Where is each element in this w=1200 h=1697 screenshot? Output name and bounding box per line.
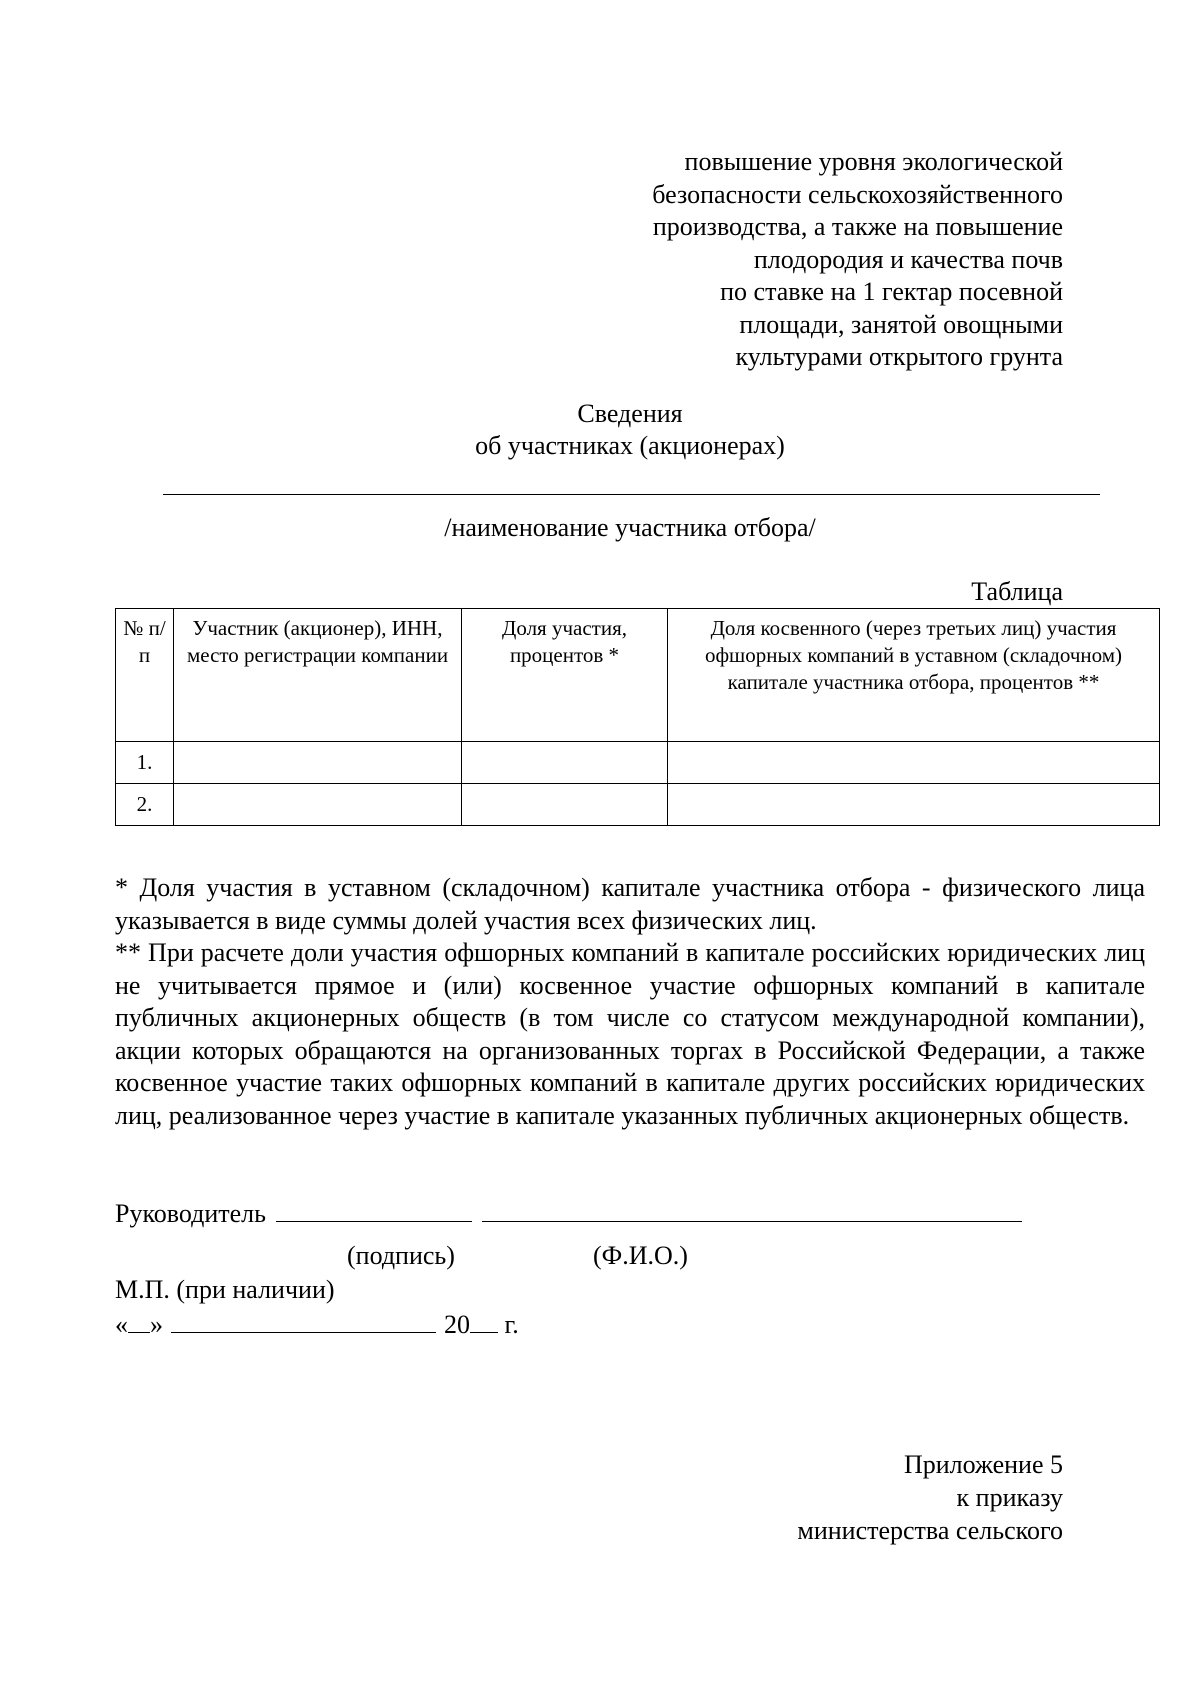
date-row bbox=[115, 1308, 519, 1341]
header-block bbox=[652, 146, 1063, 374]
header-offshore: Доля косвенного (через третьих лиц) участия офшорных компаний в уставном (складочном) капитале участника отбора, процентов ** bbox=[668, 609, 1160, 742]
row-share bbox=[462, 784, 668, 826]
signature-line bbox=[276, 1195, 472, 1222]
row-participant bbox=[174, 784, 462, 826]
date-close-quote: » bbox=[150, 1310, 163, 1339]
footnote-1: * Доля участия в уставном (складочном) капитале участника отбора - физического лица указывается в виде суммы долей участия всех физических лиц. bbox=[115, 873, 1145, 935]
fio-caption: (Ф.И.О.) bbox=[593, 1241, 688, 1270]
table-row bbox=[116, 742, 1160, 784]
day-blank bbox=[128, 1308, 150, 1333]
header-line: безопасности сельскохозяйственного bbox=[652, 179, 1063, 209]
header-line: плодородия и качества почв bbox=[753, 244, 1063, 274]
signature-row bbox=[115, 1195, 1022, 1230]
signature-caption: (подпись) bbox=[347, 1241, 455, 1270]
stamp-label: М.П. (при наличии) bbox=[115, 1275, 335, 1304]
footnote-2: ** При расчете доли участия офшорных компаний в капитале российских юридических лиц не учитывается прямое и (или) косвенное участие офшорных компаний в капитале публичных акционерных обществ (в том числе со статусом международной компании), акции которых обращаются на организованных торгах в Российской Федерации, а также косвенное участие таких офшорных компаний в капитале других российских юридических лиц, реализованное через участие в капитале указанных публичных акционерных обществ. bbox=[115, 938, 1145, 1130]
date-open-quote: « bbox=[115, 1310, 128, 1339]
header-line: по ставке на 1 гектар посевной bbox=[720, 277, 1063, 306]
document-title bbox=[0, 398, 1200, 462]
row-participant bbox=[174, 742, 462, 784]
row-offshore bbox=[668, 742, 1160, 784]
header-participant: Участник (акционер), ИНН, место регистрации компании bbox=[174, 609, 462, 742]
row-num: 2. bbox=[116, 784, 174, 826]
table-row bbox=[116, 784, 1160, 826]
title-line-1: Сведения bbox=[577, 399, 683, 428]
header-line: производства, а также на повышение bbox=[652, 212, 1063, 241]
row-num: 1. bbox=[116, 742, 174, 784]
appendix-header bbox=[797, 1448, 1063, 1547]
appendix-line: к приказу bbox=[956, 1483, 1063, 1512]
header-share: Доля участия, процентов * bbox=[462, 609, 668, 742]
row-share bbox=[462, 742, 668, 784]
header-line: площади, занятой овощными bbox=[739, 309, 1063, 339]
participant-name-caption: /наименование участника отбора/ bbox=[444, 513, 816, 542]
table-header-row bbox=[116, 609, 1160, 742]
fio-line bbox=[482, 1195, 1022, 1222]
table-caption: Таблица bbox=[971, 577, 1063, 606]
participants-table bbox=[115, 608, 1160, 826]
appendix-line: Приложение 5 bbox=[903, 1450, 1063, 1479]
appendix-line: министерства сельского bbox=[797, 1516, 1063, 1545]
title-line-2: об участниках (акционерах) bbox=[475, 431, 785, 460]
head-label: Руководитель bbox=[115, 1199, 266, 1228]
header-num: № п/п bbox=[116, 609, 174, 742]
header-line: повышение уровня экологической bbox=[684, 147, 1063, 176]
participant-name-line bbox=[163, 494, 1100, 495]
header-line: культурами открытого грунта bbox=[735, 342, 1063, 371]
year-prefix: 20 bbox=[444, 1310, 470, 1339]
footnotes bbox=[115, 872, 1145, 1132]
month-blank bbox=[171, 1308, 436, 1333]
year-suffix: г. bbox=[498, 1310, 519, 1339]
row-offshore bbox=[668, 784, 1160, 826]
year-blank bbox=[470, 1308, 498, 1333]
